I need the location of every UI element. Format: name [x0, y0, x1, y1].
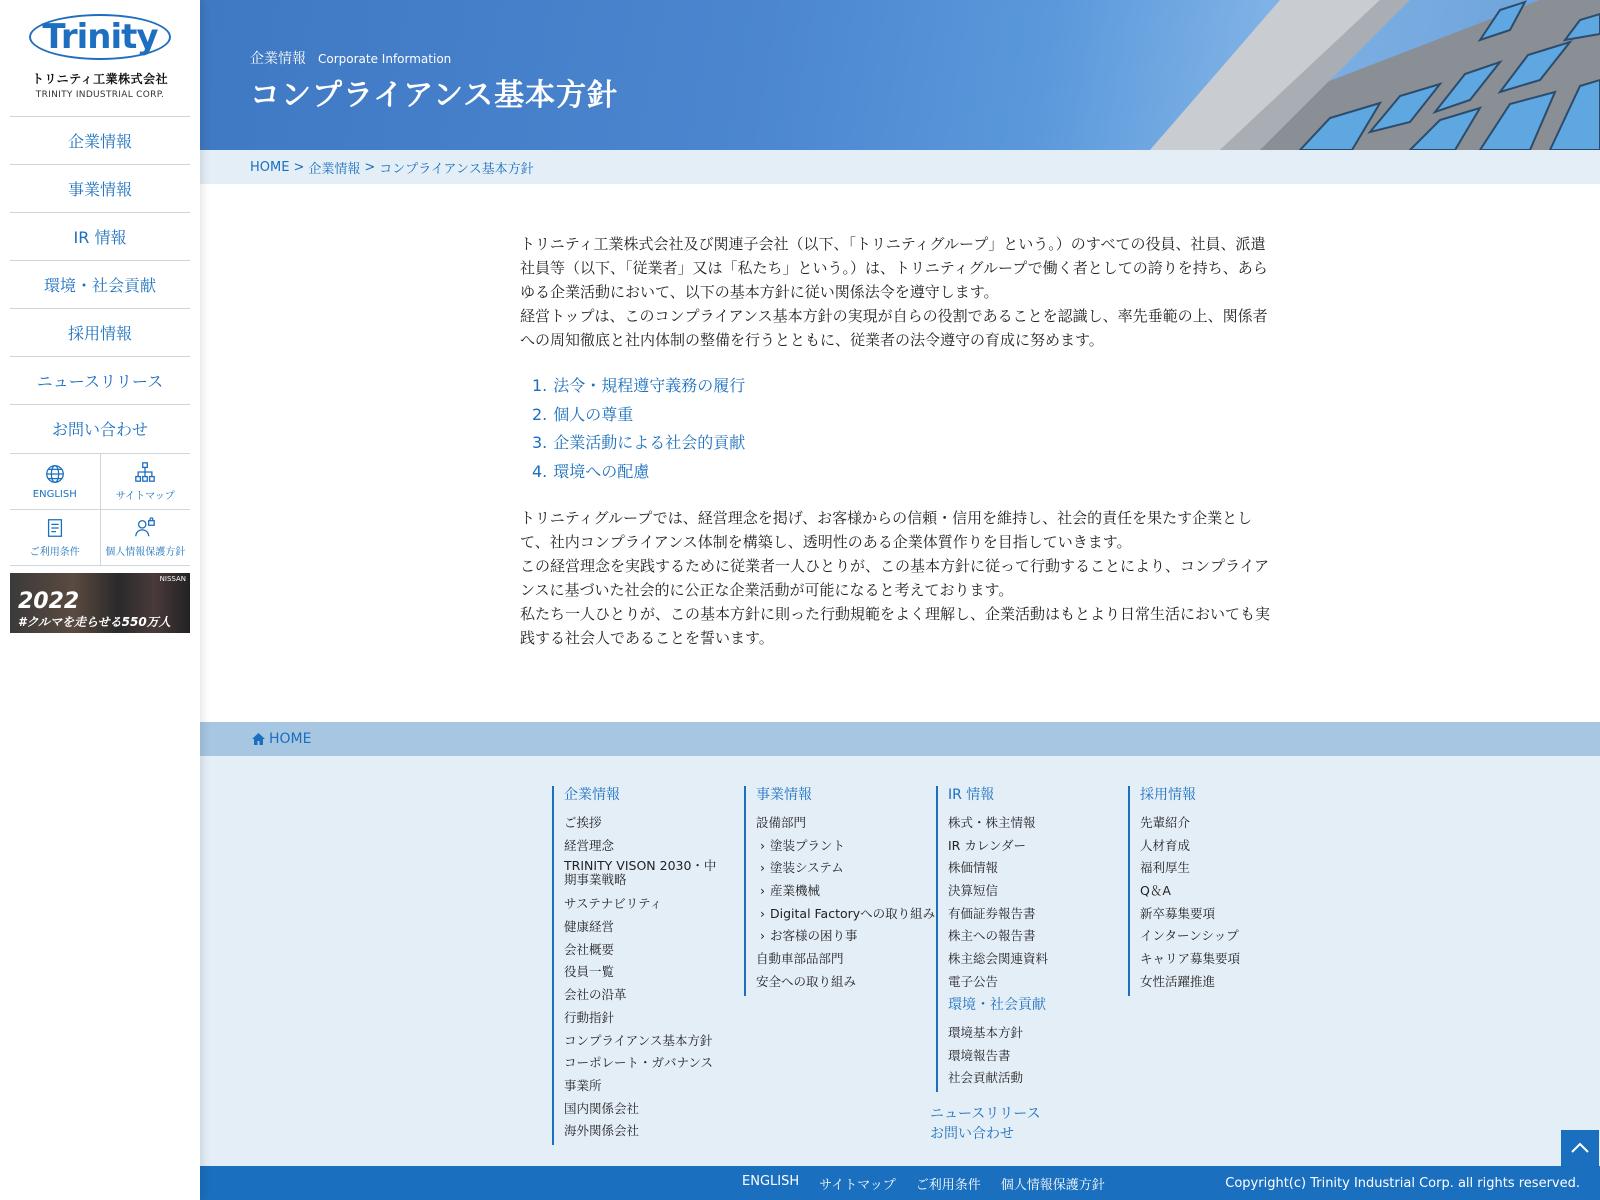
breadcrumb [200, 150, 1600, 184]
policy-text: 個人の尊重 [553, 404, 634, 424]
side-nav-item-ir[interactable]: IR 情報 [10, 212, 190, 260]
breadcrumb-separator: > [293, 159, 305, 175]
closing-paragraph-2: この経営理念を実践するために従業者一人ひとりが、この基本方針に従って行動することにより、コンプライアンスに基づいた社会的に公正な企業活動が可能になると考えております。 [520, 557, 1270, 599]
banner-text: #クルマを走らせる550万人 [18, 615, 171, 629]
footer-link[interactable]: 株主総会関連資料 [948, 951, 1049, 967]
footer-home-label: HOME [269, 731, 312, 747]
closing-paragraph-1: トリニティグループでは、経営理念を掲げ、お客様からの信頼・信用を維持し、社会的責任を果たす企業として、社内コンプライアンス体制を構築し、透明性のある企業体質作りを目指していきます。 [520, 509, 1253, 551]
footer-link[interactable]: インターンシップ [1140, 928, 1239, 944]
intro-paragraph-1: トリニティ工業株式会社及び関連子会社（以下、「トリニティグループ」という。）のすべての役員、社員、派遣社員等（以下、「従業者」又は「私たち」という。）は、トリニティグループで働く者としての誇りを持ち、あらゆる企業活動において、以下の基本方針に従い関係法令を遵守します。 [520, 235, 1268, 301]
footer-link[interactable]: 環境基本方針 [948, 1025, 1024, 1040]
footer-heading[interactable]: IR 情報 [948, 787, 995, 803]
footer-sitemap-link[interactable]: サイトマップ [819, 1177, 896, 1193]
footer-link[interactable]: 行動指針 [564, 1009, 615, 1025]
footer-english-link[interactable]: ENGLISH [742, 1173, 800, 1189]
chevron-up-icon [1570, 1142, 1590, 1154]
main-content [520, 232, 1280, 650]
footer-link[interactable]: 会社の沿革 [564, 987, 627, 1003]
policy-number: 4. [532, 461, 548, 481]
policy-list [532, 372, 1280, 486]
side-nav-item-business[interactable]: 事業情報 [10, 164, 190, 212]
footer-news-link[interactable]: ニュースリリース [930, 1106, 1041, 1122]
policy-item [532, 429, 1280, 458]
side-nav-item-corporate[interactable]: 企業情報 [10, 116, 190, 164]
logo-name-en: TRINITY INDUSTRIAL CORP. [35, 90, 165, 100]
privacy-link[interactable] [100, 510, 191, 565]
footer-sublink[interactable]: › 塗装プラント [756, 837, 935, 860]
footer-heading[interactable]: 採用情報 [1140, 787, 1196, 803]
page-top-button[interactable] [1561, 1130, 1599, 1166]
home-icon [252, 733, 265, 745]
footer-link[interactable]: 健康経営 [564, 919, 615, 935]
privacy-user-lock-icon [134, 517, 156, 539]
footer-link[interactable]: 社会貢献活動 [948, 1070, 1024, 1086]
hero-section-label [250, 48, 451, 68]
footer-link[interactable]: ご挨拶 [564, 815, 602, 830]
closing-paragraph-3: 私たち一人ひとりが、この基本方針に則った行動規範をよく理解し、企業活動はもとより日常生活においても実践する社会人であることを誓います。 [520, 605, 1271, 647]
footer-link[interactable]: 新卒募集要項 [1140, 905, 1216, 921]
sidebar [0, 0, 200, 1200]
hero-label-en: Corporate Information [318, 52, 452, 66]
footer-link[interactable]: キャリア募集要項 [1140, 951, 1241, 967]
footer-column-recruit [1128, 786, 1240, 996]
footer-bottom-links [742, 1174, 1105, 1193]
side-nav-item-environment[interactable]: 環境・社会貢献 [10, 260, 190, 308]
footer-link[interactable]: コーポレート・ガバナンス [564, 1055, 714, 1071]
footer-sitemap [200, 756, 1600, 1166]
privacy-label: 個人情報保護方針 [105, 547, 186, 558]
footer-link[interactable]: 海外関係会社 [564, 1123, 640, 1139]
terms-link[interactable] [10, 510, 100, 565]
policy-text: 企業活動による社会的貢献 [553, 433, 746, 452]
hero-label-ja: 企業情報 [250, 51, 306, 67]
side-nav-item-news[interactable]: ニュースリリース [10, 356, 190, 404]
footer-link[interactable]: 人材育成 [1140, 837, 1191, 853]
footer-link[interactable]: サステナビリティ [564, 896, 663, 912]
footer-link[interactable]: TRINITY VISON 2030・中期事業戦略 [564, 858, 717, 888]
footer-link[interactable]: 株式・株主情報 [948, 815, 1036, 830]
side-nav [10, 116, 190, 452]
footer-link[interactable]: 安全への取り組み [756, 973, 857, 989]
footer-link[interactable]: IR カレンダー [948, 837, 1027, 853]
footer-link[interactable]: 会社概要 [564, 941, 615, 957]
breadcrumb-current: コンプライアンス基本方針 [379, 161, 534, 177]
breadcrumb-home[interactable]: HOME [250, 159, 290, 175]
policy-number: 3. [532, 433, 548, 452]
footer-link[interactable]: 経営理念 [564, 837, 615, 853]
footer-link[interactable]: 国内関係会社 [564, 1100, 640, 1116]
footer-link[interactable]: 電子公告 [948, 973, 999, 989]
terms-label: ご利用条件 [29, 547, 80, 558]
footer-terms-link[interactable]: ご利用条件 [915, 1177, 981, 1193]
policy-text: 環境への配慮 [553, 461, 650, 481]
footer-link[interactable]: 決算短信 [948, 883, 999, 899]
footer-link[interactable]: コンプライアンス基本方針 [564, 1032, 713, 1048]
footer-sublink[interactable]: › 産業機械 [756, 882, 935, 905]
sitemap-label: サイトマップ [115, 491, 175, 502]
policy-item [532, 458, 1280, 487]
footer-column-environment [936, 996, 1046, 1092]
globe-icon [44, 463, 66, 485]
english-link[interactable] [10, 454, 100, 509]
policy-number: 2. [532, 404, 548, 424]
footer-column-ir [936, 786, 1048, 996]
footer-privacy-link[interactable]: 個人情報保護方針 [1000, 1177, 1105, 1193]
footer-heading[interactable]: 企業情報 [564, 787, 620, 803]
footer-link[interactable]: Q＆A [1140, 883, 1171, 899]
intro-paragraph-2: 経営トップは、このコンプライアンス基本方針の実現が自らの役割であることを認識し、率先垂範の上、関係者への周知徹底と社内体制の整備を行うとともに、従業者の法令遵守の育成に努めます。 [520, 307, 1268, 349]
footer-link[interactable]: 役員一覧 [564, 964, 615, 980]
policy-text: 法令・規程遵守義務の履行 [553, 376, 746, 395]
side-nav-item-contact[interactable]: お問い合わせ [10, 404, 190, 452]
copyright-text: Copyright(c) Trinity Industrial Corp. all rights reserved. [1225, 1175, 1580, 1191]
policy-item [532, 372, 1280, 401]
english-label: ENGLISH [32, 489, 77, 500]
campaign-banner[interactable] [10, 573, 190, 633]
sitemap-icon [134, 461, 156, 483]
breadcrumb-separator: > [364, 159, 376, 175]
footer-column-corporate [552, 786, 724, 1145]
policy-item [532, 401, 1280, 430]
page-title: コンプライアンス基本方針 [250, 78, 619, 113]
footer-link[interactable]: 有価証券報告書 [948, 905, 1036, 921]
footer-contact-link[interactable]: お問い合わせ [930, 1126, 1014, 1142]
company-logo[interactable] [10, 12, 190, 116]
logo-wordmark-oval [29, 14, 171, 60]
footer-link[interactable]: 環境報告書 [948, 1047, 1011, 1063]
building-image [980, 0, 1600, 150]
banner-year: 2022 [18, 589, 80, 614]
footer-sublink[interactable]: › Digital Factoryへの取り組み [756, 905, 935, 928]
sitemap-link[interactable] [100, 454, 191, 509]
breadcrumb-section[interactable]: 企業情報 [308, 161, 361, 177]
footer-link[interactable]: 先輩紹介 [1140, 815, 1191, 830]
footer-sublink[interactable]: › 塗装システム [756, 859, 935, 882]
document-icon [44, 517, 66, 539]
footer-heading[interactable]: 環境・社会貢献 [948, 997, 1046, 1013]
footer-link[interactable]: 福利厚生 [1140, 860, 1191, 876]
logo-name-ja: トリニティ工業株式会社 [31, 72, 169, 86]
logo-wordmark: Trinity [42, 17, 158, 57]
footer-link[interactable]: 事業所 [564, 1077, 602, 1093]
banner-brand: NISSAN [159, 575, 186, 583]
page-hero [200, 0, 1600, 150]
policy-number: 1. [532, 376, 548, 395]
utility-links [10, 453, 190, 566]
footer-sublink[interactable]: › お客様の困り事 [756, 927, 935, 950]
footer-link[interactable]: 自動車部品部門 [756, 951, 844, 967]
footer-bottom-bar [200, 1166, 1600, 1200]
footer-link[interactable]: 設備部門 [756, 815, 807, 830]
footer-column-business [744, 786, 935, 996]
footer-link[interactable]: 女性活躍推進 [1140, 973, 1216, 989]
footer-link[interactable]: 株主への報告書 [948, 928, 1036, 944]
footer-heading[interactable]: 事業情報 [756, 787, 812, 803]
side-nav-item-recruit[interactable]: 採用情報 [10, 308, 190, 356]
footer-home-link[interactable] [200, 722, 1600, 756]
footer-link[interactable]: 株価情報 [948, 860, 999, 876]
